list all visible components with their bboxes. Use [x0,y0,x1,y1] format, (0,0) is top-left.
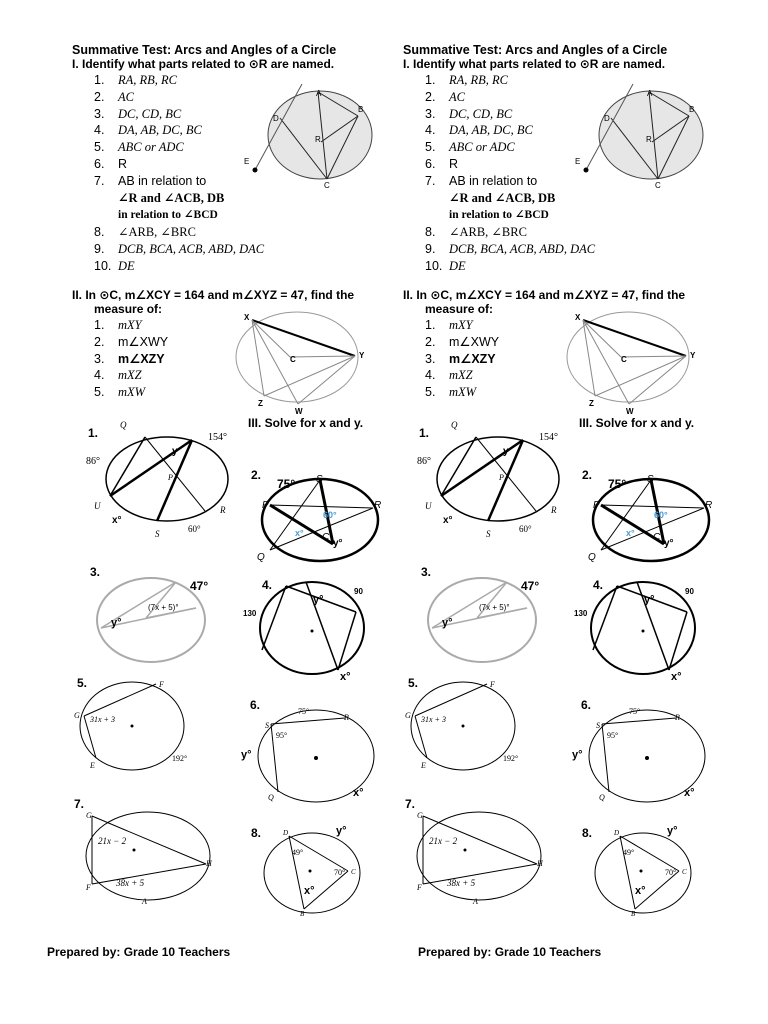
svg-text:86°: 86° [417,456,431,467]
svg-text:31x + 3: 31x + 3 [421,715,446,724]
list-item: ∠R and ∠ACB, DB [118,190,225,205]
svg-text:G: G [74,711,80,720]
part2-heading-cont: measure of: [94,302,163,316]
svg-text:H: H [206,859,212,868]
svg-text:B: B [631,910,636,918]
svg-text:60°: 60° [188,524,201,534]
svg-text:x°: x° [443,515,453,526]
svg-text:y°: y° [313,594,324,606]
list-item: 4. DA, AB, DC, BC [425,123,533,138]
svg-text:A: A [142,897,147,906]
svg-text:x°: x° [112,515,122,526]
svg-text:Q: Q [451,420,458,430]
svg-text:P: P [168,473,173,482]
list-item: 5. mXW [425,385,477,400]
svg-text:y°: y° [111,617,122,629]
svg-text:70°: 70° [665,868,677,877]
problem-number: 3. [421,565,432,579]
svg-text:A: A [316,89,322,98]
svg-text:130: 130 [243,609,257,618]
list-item: 9. DCB, BCA, ACB, ABD, DAC [94,241,265,256]
svg-text:y°: y° [644,594,655,606]
svg-text:B: B [358,105,364,114]
svg-text:R: R [675,713,680,722]
list-item: 7. AB in relation to [425,173,538,188]
problem-4-figure [571,578,706,688]
svg-text:192°: 192° [503,754,519,763]
svg-text:D: D [273,114,279,123]
list-item: 5. ABC or ADC [94,140,184,155]
svg-text:Q: Q [257,552,265,563]
svg-text:H: H [537,859,543,868]
svg-text:38x + 5: 38x + 5 [116,878,145,888]
svg-text:49°: 49° [292,848,304,857]
list-item: 3. DC, CD, BC [425,106,513,121]
svg-text:W: W [295,407,303,416]
list-item: 9. DCB, BCA, ACB, ABD, DAC [425,241,596,256]
problem-number: 6. [250,698,261,712]
svg-text:x°: x° [304,885,315,897]
svg-text:70°: 70° [334,868,346,877]
list-item: 10. DE [94,258,135,273]
svg-text:x°: x° [671,671,682,683]
svg-text:G: G [417,811,423,820]
svg-text:75°: 75° [298,707,310,716]
svg-text:R: R [646,135,652,144]
svg-text:F: F [417,883,422,892]
list-item: 3. DC, CD, BC [94,106,182,121]
part2-heading: II. In ⊙C, m∠XCY = 164 and m∠XYZ = 47, find the [403,288,686,302]
problem-number: 5. [408,676,419,690]
list-item: in relation to ∠BCD [449,209,549,222]
svg-text:y°: y° [572,749,583,761]
problem-number: 6. [581,698,592,712]
list-item: 4. mXZ [425,368,473,383]
problem-5-figure [70,678,195,778]
problem-number: 1. [88,426,99,440]
problem-7-figure [407,808,547,908]
svg-text:x°: x° [635,885,646,897]
svg-text:Y: Y [690,351,696,360]
list-item: ∠R and ∠ACB, DB [449,190,556,205]
part3-heading: III. Solve for x and y. [579,416,695,430]
list-item: 2. AC [94,89,134,104]
svg-text:R: R [315,135,321,144]
problem-number: 8. [582,826,593,840]
svg-text:A: A [473,897,478,906]
list-item: in relation to ∠BCD [118,209,218,222]
problem-3-figure [86,570,216,670]
footer-credit: Prepared by: Grade 10 Teachers [418,945,602,959]
svg-text:B: B [300,910,305,918]
svg-text:130: 130 [574,609,588,618]
svg-text:B: B [689,105,695,114]
list-item: 5. mXW [94,385,146,400]
svg-text:C: C [351,868,356,876]
svg-text:75°: 75° [629,707,641,716]
list-item: 10. DE [425,258,466,273]
svg-text:y°: y° [336,825,347,837]
part2-heading: II. In ⊙C, m∠XCY = 164 and m∠XYZ = 47, find the [72,288,355,302]
list-item: 3. m∠XZY [94,351,165,366]
svg-text:U: U [425,501,432,511]
problem-number: 7. [405,797,416,811]
problem-number: 8. [251,826,262,840]
svg-text:38x + 5: 38x + 5 [447,878,476,888]
svg-text:S: S [316,474,323,485]
svg-text:21x − 2: 21x − 2 [429,836,458,846]
svg-text:E: E [90,761,95,770]
svg-text:F: F [86,883,91,892]
svg-text:95°: 95° [276,731,288,740]
svg-text:Z: Z [589,399,594,408]
test-title: Summative Test: Arcs and Angles of a Circle [403,43,668,57]
svg-text:Q: Q [588,552,596,563]
part2-list [94,317,168,401]
svg-text:X: X [244,313,250,322]
svg-text:95°: 95° [607,731,619,740]
svg-text:Q: Q [268,793,274,802]
svg-text:G: G [405,711,411,720]
list-item: 8. ∠ARB, ∠BRC [425,225,527,240]
svg-text:R: R [705,500,713,511]
svg-text:x°: x° [340,671,351,683]
svg-text:S: S [155,529,160,539]
list-item: 7. AB in relation to [94,173,207,188]
svg-text:X: X [575,313,581,322]
problem-number: 2. [251,468,262,482]
svg-text:S: S [647,474,654,485]
list-item: 2. m∠XWY [94,334,169,349]
footer-credit: Prepared by: Grade 10 Teachers [47,945,231,959]
svg-text:x°: x° [626,528,635,538]
problem-number: 7. [74,797,85,811]
svg-text:S: S [486,529,491,539]
svg-text:Q: Q [599,793,605,802]
svg-text:y°: y° [664,538,674,549]
problem-5-figure [401,678,526,778]
list-item: 4. mXZ [94,368,142,383]
problem-number: 4. [593,578,604,592]
svg-text:P: P [593,500,600,511]
svg-text:21x − 2: 21x − 2 [98,836,127,846]
part2-list [425,317,499,401]
svg-text:A: A [647,89,653,98]
svg-text:x°: x° [684,787,695,799]
svg-text:C: C [324,181,330,190]
svg-text:60°: 60° [323,510,337,520]
svg-text:W: W [626,407,634,416]
problem-number: 2. [582,468,593,482]
problem-8-figure [589,818,699,918]
part1-heading: I. Identify what parts related to ⊙R are named. [403,57,666,71]
problem-1-figure [411,414,581,544]
svg-text:R: R [344,713,349,722]
svg-text:90: 90 [685,587,694,596]
svg-text:C: C [682,868,687,876]
circle-r-figure [571,82,711,192]
svg-text:C: C [290,355,296,364]
list-item: 6. R [425,156,459,171]
problem-2-figure [586,470,716,568]
list-item: 2. AC [425,89,465,104]
svg-text:(7x + 5)°: (7x + 5)° [148,603,179,612]
svg-text:R: R [220,505,226,515]
svg-text:60°: 60° [654,510,668,520]
problem-number: 3. [90,565,101,579]
svg-text:y°: y° [442,617,453,629]
svg-text:E: E [575,157,581,166]
part1-list [425,72,595,275]
svg-text:C: C [621,355,627,364]
svg-text:D: D [604,114,610,123]
svg-text:75°: 75° [277,477,296,491]
list-item: 8. ∠ARB, ∠BRC [94,225,196,240]
svg-text:x°: x° [295,528,304,538]
list-item: 3. m∠XZY [425,351,496,366]
svg-text:C: C [655,181,661,190]
svg-text:y: y [503,446,509,457]
svg-text:C: C [653,532,661,543]
svg-text:75°: 75° [608,477,627,491]
svg-text:P: P [499,473,504,482]
problem-number: 5. [77,676,88,690]
svg-text:90: 90 [354,587,363,596]
problem-6-figure [569,700,709,810]
svg-text:Z: Z [258,399,263,408]
svg-text:R: R [374,500,382,511]
svg-text:Y: Y [359,351,365,360]
svg-text:154°: 154° [208,432,227,443]
svg-text:86°: 86° [86,456,100,467]
svg-text:U: U [94,501,101,511]
svg-text:y: y [172,446,178,457]
circle-c-figure [563,310,696,420]
svg-text:S: S [265,721,269,730]
list-item: 4. DA, AB, DC, BC [94,123,202,138]
svg-text:47°: 47° [521,579,540,593]
svg-text:S: S [596,721,600,730]
svg-text:F: F [159,680,164,689]
test-copy-right [331,0,715,1024]
svg-text:E: E [244,157,250,166]
list-item: 1. RA, RB, RC [94,73,178,87]
svg-text:y°: y° [333,538,343,549]
svg-text:D: D [614,829,620,837]
svg-text:y°: y° [241,749,252,761]
list-item: 1. mXY [425,318,473,332]
svg-text:31x + 3: 31x + 3 [90,715,115,724]
list-item: 2. m∠XWY [425,334,500,349]
svg-text:F: F [490,680,495,689]
part3-heading: III. Solve for x and y. [248,416,364,430]
svg-text:154°: 154° [539,432,558,443]
svg-text:60°: 60° [519,524,532,534]
svg-text:y°: y° [667,825,678,837]
list-item: 5. ABC or ADC [425,140,515,155]
list-item: 6. R [94,156,128,171]
problem-1-figure [80,414,250,544]
part1-list [94,72,264,275]
problem-3-figure [417,570,547,670]
svg-text:(7x + 5)°: (7x + 5)° [479,603,510,612]
problem-number: 1. [419,426,430,440]
problem-number: 4. [262,578,273,592]
list-item: 1. RA, RB, RC [425,73,509,87]
svg-text:G: G [86,811,92,820]
svg-text:49°: 49° [623,848,635,857]
svg-text:E: E [421,761,426,770]
part2-heading-cont: measure of: [425,302,494,316]
svg-text:47°: 47° [190,579,209,593]
svg-text:D: D [283,829,289,837]
svg-text:C: C [322,532,330,543]
part1-heading: I. Identify what parts related to ⊙R are named. [72,57,335,71]
problem-7-figure [76,808,216,908]
svg-text:Q: Q [120,420,127,430]
svg-text:R: R [551,505,557,515]
test-title: Summative Test: Arcs and Angles of a Circle [72,43,337,57]
svg-text:P: P [262,500,269,511]
svg-text:192°: 192° [172,754,188,763]
svg-text:x°: x° [353,787,364,799]
list-item: 1. mXY [94,318,142,332]
